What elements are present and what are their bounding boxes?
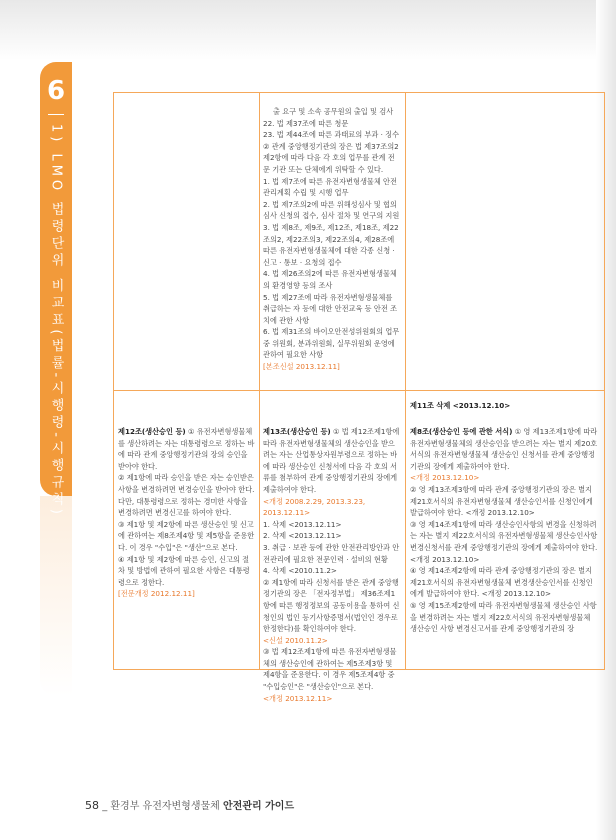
cell-paragraph: ② 영 제13조제3항에 따라 관계 중앙행정기관의 장은 별지 제21호서식의 유전자변형생물체 생산승인서를 신청인에게 발급하여야 한다. <개정 2013.12.10> [410, 484, 593, 518]
cell-paragraph: ④ 영 제14조제2항에 따라 관계 중앙행정기관의 장은 별지 제21호서식의 유전자변형생물체 변경생산승인서를 신청인에게 발급하여야 한다. <개정 2013.12.10> [410, 566, 593, 599]
cell-paragraph: 출 요구 및 소속 공무원의 출입 및 검사 [273, 107, 394, 116]
cell-paragraph: 23. 법 제44조에 따른 과태료의 부과 · 징수 [263, 130, 400, 140]
cell-paragraph: 2. 삭제 <2013.12.11> [263, 531, 342, 541]
cell-paragraph: ② 제1항에 따라 승인을 받은 자는 승인받은 사항을 변경하려면 변경승인을 받아야 한다. 다만, 대통령령으로 정하는 경미한 사항을 변경하려면 변경신고를 하여야 한다. [118, 473, 255, 518]
chapter-number: 6 [46, 76, 66, 106]
footer-separator: _ [102, 801, 108, 812]
article-body: ① 유전자변형생물체를 생산하려는 자는 대통령령으로 정하는 바에 따라 관계 중앙행정기관의 장의 승인을 받아야 한다. [118, 427, 255, 471]
table-row-divider [113, 390, 605, 391]
cell-paragraph: [본조신설 2013.12.11] [263, 362, 340, 372]
row2-act-cell [118, 426, 255, 600]
article-heading: 제12조(생산승인 등) [118, 427, 186, 436]
cell-paragraph: <개정 2013.12.10> [410, 473, 480, 483]
cell-paragraph: 5. 법 제27조에 따라 유전자변형생물체를 취급하는 자 등에 대한 안전교육 등 안전 조치에 관한 사항 [263, 292, 398, 325]
cell-paragraph: 1. 법 제7조에 따른 유전자변형생물체 안전관리계획 수립 및 시행 업무 [263, 176, 397, 198]
chapter-section-title: 1) LMO 법령단위 비교표(법률-시행령-시행규칙) [48, 124, 64, 518]
page-number: 58 [85, 799, 99, 812]
footer-title: 환경부 유전자변형생물체 [110, 801, 220, 812]
cell-paragraph: 4. 법 제26조의2에 따른 유전자변형생물체의 환경영향 등의 조사 [263, 269, 397, 290]
cell-paragraph: ⑤ 영 제15조제2항에 따라 유전자변형생물체 생산승인 사항을 변경하려는 자는 별지 제22호서식의 유전자변형생물체 생산승인 사항 변경신고서를 관계 중앙행정기관의 장 [410, 600, 597, 634]
cell-paragraph: 2. 법 제7조의2에 따른 위해성심사 및 협의심사 신청의 접수, 심사 절차 및 연구의 지원 [263, 199, 400, 221]
cell-paragraph: ③ 제1항 및 제2항에 따른 생산승인 및 신고에 관하여는 제8조제4항 및 제5항을 준용한다. 이 경우 "수입"은 "생산"으로 본다. [118, 519, 255, 552]
cell-paragraph [263, 426, 401, 496]
law-comparison-table [113, 92, 605, 703]
page-footer [85, 797, 294, 812]
article-body: ① 영 제13조제1항에 따라 유전자변형생물체의 생산승인을 받으려는 자는 별지 제20호서식의 유전자변형생물체 생산승인 신청서를 관계 중앙행정기관의 장에게 제출하여야 한다. [410, 427, 598, 471]
cell-paragraph: <개정 2013.12.11> [263, 693, 333, 703]
table-divider-col2 [405, 92, 406, 670]
chapter-tab-divider [48, 114, 64, 115]
article-heading: 제8조(생산승인 등에 관한 서식) [410, 427, 513, 436]
cell-paragraph: ② 제1항에 따라 신청서를 받은 관계 중앙행정기관의 장은 「전자정부법」 제36조제1항에 따른 행정정보의 공동이용을 통하여 신청인의 법인 등기사항증명서(법인인 경우로 한정한다)를 확인하여야 한다. [263, 577, 400, 634]
cell-paragraph: 6. 법 제31조의 바이오안전성위원회의 업무 중 위원회, 분과위원회, 실무위원회 운영에 관하여 필요한 사항 [263, 327, 400, 360]
article-heading: 제13조(생산승인 등) [263, 427, 331, 436]
cell-paragraph: ② 관계 중앙행정기관의 장은 법 제37조의2 제2항에 따라 다음 각 호의 업무를 관계 전문 기관 또는 단체에게 위탁할 수 있다. [263, 141, 399, 174]
cell-paragraph: ④ 제1항 및 제2항에 따른 승인, 신고의 절차 및 방법에 관하여 필요한 사항은 대통령령으로 정한다. [118, 554, 250, 587]
cell-paragraph: 22. 법 제37조에 따른 청문 [263, 118, 349, 128]
cell-paragraph: <개정 2008.2.29, 2013.3.23, 2013.12.11> [263, 496, 366, 518]
cell-paragraph: ③ 영 제14조제1항에 따라 생산승인사항의 변경을 신청하려는 자는 별지 제22호서식의 유전자변형생물체 생산승인사항 변경신청서를 관계 중앙행정기관의 장에게 제출하여야 한다. <개정 2013.12.10> [410, 519, 598, 564]
cell-paragraph: ③ 법 제12조제1항에 따른 유전자변형생물체의 생산승인에 관하여는 제5조제3항 및 제4항을 준용한다. 이 경우 제5조제4항 중 "수입승인"은 "생산승인"으로 본다. [263, 647, 397, 692]
cell-paragraph: 1. 삭제 <2013.12.11> [263, 519, 342, 529]
cell-paragraph: 3. 법 제8조, 제9조, 제12조, 제18조, 제22조의2, 제22조의3, 제22조의4, 제28조에 따른 유전자변형생물체에 대한 각종 신청 · 신고 · 통보 · 요청의 접수 [263, 222, 399, 267]
row1-rule-cell [410, 400, 598, 412]
article-body: ① 법 제12조제1항에 따라 유전자변형생물체의 생산승인을 받으려는 자는 산업통상자원부령으로 정하는 바에 따라 생산승인 신청서에 다음 각 호의 서류를 첨부하여 관계 중앙행정기관의 장에게 제출하여야 한다. [263, 427, 400, 494]
cell-paragraph [118, 426, 255, 472]
footer-title-bold: 안전관리 가이드 [223, 801, 295, 812]
table-border-top [113, 92, 605, 93]
table-border-right [604, 92, 605, 670]
rule-article-11-deleted: 제11조 삭제 <2013.12.10> [410, 401, 511, 410]
row1-decree-cell [263, 106, 401, 373]
cell-paragraph: 3. 취급 · 보관 등에 관한 안전관리방안과 안전관리에 필요한 전문인력 · 설비의 현황 [263, 542, 400, 564]
table-divider-col1 [259, 92, 260, 670]
cell-paragraph: 4. 삭제 <2010.11.2> [263, 566, 337, 576]
table-border-left [113, 92, 114, 670]
chapter-side-tab-fade [40, 496, 72, 696]
cell-paragraph: [전문개정 2012.12.11] [118, 589, 195, 599]
cell-paragraph [410, 426, 598, 472]
cell-paragraph: <신설 2010.11.2> [263, 635, 328, 645]
page-top-shadow [0, 0, 616, 60]
row2-decree-cell [263, 426, 401, 704]
row2-rule-cell [410, 426, 598, 635]
